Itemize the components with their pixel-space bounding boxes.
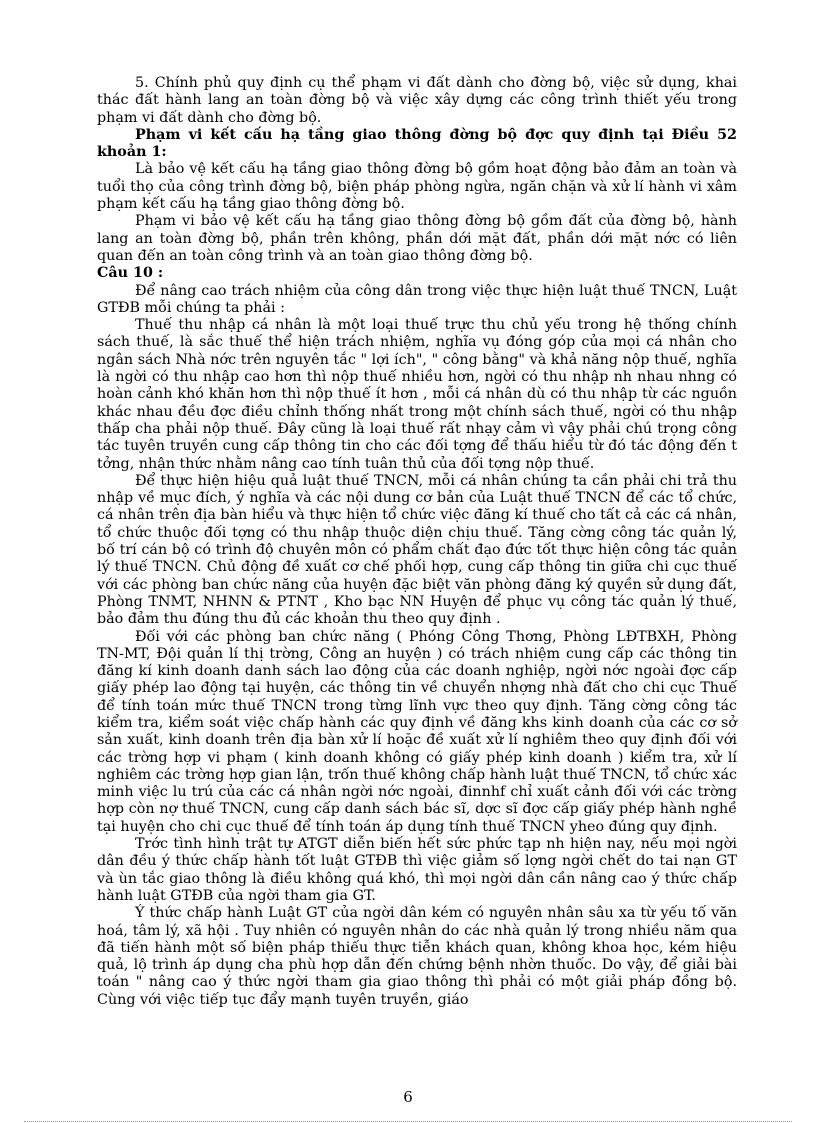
page-number: 6 [403, 1088, 413, 1106]
paragraph-responsibility-intro: Để nâng cao trách nhiệm của công dân trong việc thực hiện luật thuế TNCN, Luật GTĐB mỗi chúng ta phải : [97, 282, 737, 316]
paragraph-personal-income-tax: Thuế thu nhập cá nhân là một loại thuế trực thu chủ yếu trong hệ thống chính sách thuế, là sắc thuế thể hiện trách nhiệm, nghĩa vụ đóng góp của mọi cá nhân cho ngân sách Nhà nớc trên nguyên tắc " lợi ích", " công bằng" và khả năng nộp thuế, nghĩa là ngời có thu nhập cao hơn thì nộp thuế nhiều hơn, ngời có thu nhập nh nhau nhng có hoàn cảnh khó khăn hơn thì nộp thuế ít hơn , mỗi cá nhân dù có thu nhập từ các nguồn khác nhau đều đợc điều chỉnh thống nhất trong một chính sách thuế, ngời có thu nhập thấp cha phải nộp thuế. Đây cũng là loại thuế rất nhạy cảm vì vậy phải chú trọng công tác tuyên truyền cung cấp thông tin cho các đối tợng để thấu hiểu từ đó tác động đến t tởng, nhận thức nhằm nâng cao tính tuân thủ của đối tợng nộp thuế. [97, 317, 737, 472]
footer-divider [24, 1121, 792, 1122]
paragraph-traffic-safety: Trớc tình hình trật tự ATGT diễn biến hết sức phức tạp nh hiện nay, nếu mọi ngời dân đều ý thức chấp hành tốt luật GTĐB thì việc giảm số lợng ngời chết do tai nạn GT và ùn tắc giao thông là điều không quá khó, thì mọi ngời dân cần nâng cao ý thức chấp hành luật GTĐB của ngời tham gia GT. [97, 836, 737, 904]
document-body [97, 75, 737, 1009]
heading-article-52: Phạm vi kết cấu hạ tầng giao thông đờng bộ đợc quy định tại Điều 52 khoản 1: [97, 126, 737, 161]
heading-question-10: Câu 10 : [97, 265, 164, 282]
paragraph-5-land-scope: 5. Chính phủ quy định cụ thể phạm vi đất dành cho đờng bộ, việc sử dụng, khai thác đất hành lang an toàn đờng bộ và việc xây dựng các công trình thiết yếu trong phạm vi đất dành cho đờng bộ. [97, 75, 737, 126]
paragraph-tax-implementation: Để thực hiện hiệu quả luật thuế TNCN, mỗi cá nhân chúng ta cần phải chi trả thu nhập về mục đích, ý nghĩa và các nội dung cơ bản của Luật thuế TNCN để các tổ chức, cá nhân trên địa bàn hiểu và thực hiện tổ chức việc đăng kí thuế cho tất cả các cá nhân, tổ chức thuộc đối tợng có thu nhập thuộc diện chịu thuế. Tăng cờng công tác quản lý, bố trí cán bộ có trình độ chuyên môn có phẩm chất đạo đức tốt thực hiện công tác quản lý thuế TNCN. Chủ động đề xuất cơ chế phối hợp, cung cấp thông tin giữa chi cục thuế với các phòng ban chức năng của huyện đặc biệt văn phòng đăng ký quyền sử dụng đất, Phòng TNMT, NHNN & PTNT , Kho bạc NN Huyện để phục vụ công tác quản lý thuế, bảo đảm thu đúng thu đủ các khoản thu theo quy định . [97, 472, 737, 628]
paragraph-traffic-awareness: Ý thức chấp hành Luật GT của ngời dân kém có nguyên nhân sâu xa từ yếu tố văn hoá, tâm lý, xã hội . Tuy nhiên có nguyên nhân do các nhà quản lý trong nhiều năm qua đã tiến hành một số biện pháp thiếu thực tiễn khách quan, không khoa học, kém hiệu quả, lộ trình áp dụng cha phù hợp dẫn đến chứng bệnh nhờn thuốc. Do vậy, để giải bài toán " nâng cao ý thức ngời tham gia giao thông thì phải có một giải pháp đồng bộ. Cùng với việc tiếp tục đẩy mạnh tuyên truyền, giáo [97, 905, 737, 1008]
paragraph-protection-definition: Là bảo vệ kết cấu hạ tầng giao thông đờng bộ gồm hoạt động bảo đảm an toàn và tuổi thọ của công trình đờng bộ, biện pháp phòng ngừa, ngăn chặn và xử lí hành vi xâm phạm kết cấu hạ tầng giao thông đờng bộ. [97, 161, 737, 213]
paragraph-protection-scope: Phạm vi bảo vệ kết cấu hạ tầng giao thông đờng bộ gồm đất của đờng bộ, hành lang an toàn đờng bộ, phần trên không, phần dới mặt đất, phần dới mặt nớc có liên quan đến an toàn công trình và an toàn giao thông đờng bộ. [97, 213, 737, 264]
paragraph-departments: Đối với các phòng ban chức năng ( Phóng Công Thơng, Phòng LĐTBXH, Phòng TN-MT, Đội quản lí thị trờng, Công an huyện ) có trách nhiệm cung cấp các thông tin đăng kí kinh doanh danh sách lao động của các doanh nghiệp, ngời nớc ngoài đợc cấp giấy phép lao động tại huyện, các thông tin về chuyển nhợng nhà đất cho chi cục Thuế để tính toán mức thuế TNCN trong từng lĩnh vực theo quy định. Tăng cờng công tác kiểm tra, kiểm soát việc chấp hành các quy định về đăng khs kinh doanh của các cơ sở sản xuất, kinh doanh trên địa bàn xử lí hoặc đề xuất xử lí nghiêm theo quy định đối với các trờng hợp vi phạm ( kinh doanh không có giấy phép kinh doanh ) kiểm tra, xử lí nghiêm các trờng hợp gian lận, trốn thuế không chấp hành luật thuế TNCN, tổ chức xác minh việc lu trú của các cá nhân ngời nớc ngoài, đinnhf chỉ xuất cảnh đối với các trờng hợp còn nợ thuế TNCN, cung cấp danh sách bác sĩ, dợc sĩ đợc cấp giấy phép hành nghề tại huyện cho chi cục thuế để tính toán áp dụng tính thuế TNCN yheo đúng quy định. [97, 628, 737, 835]
